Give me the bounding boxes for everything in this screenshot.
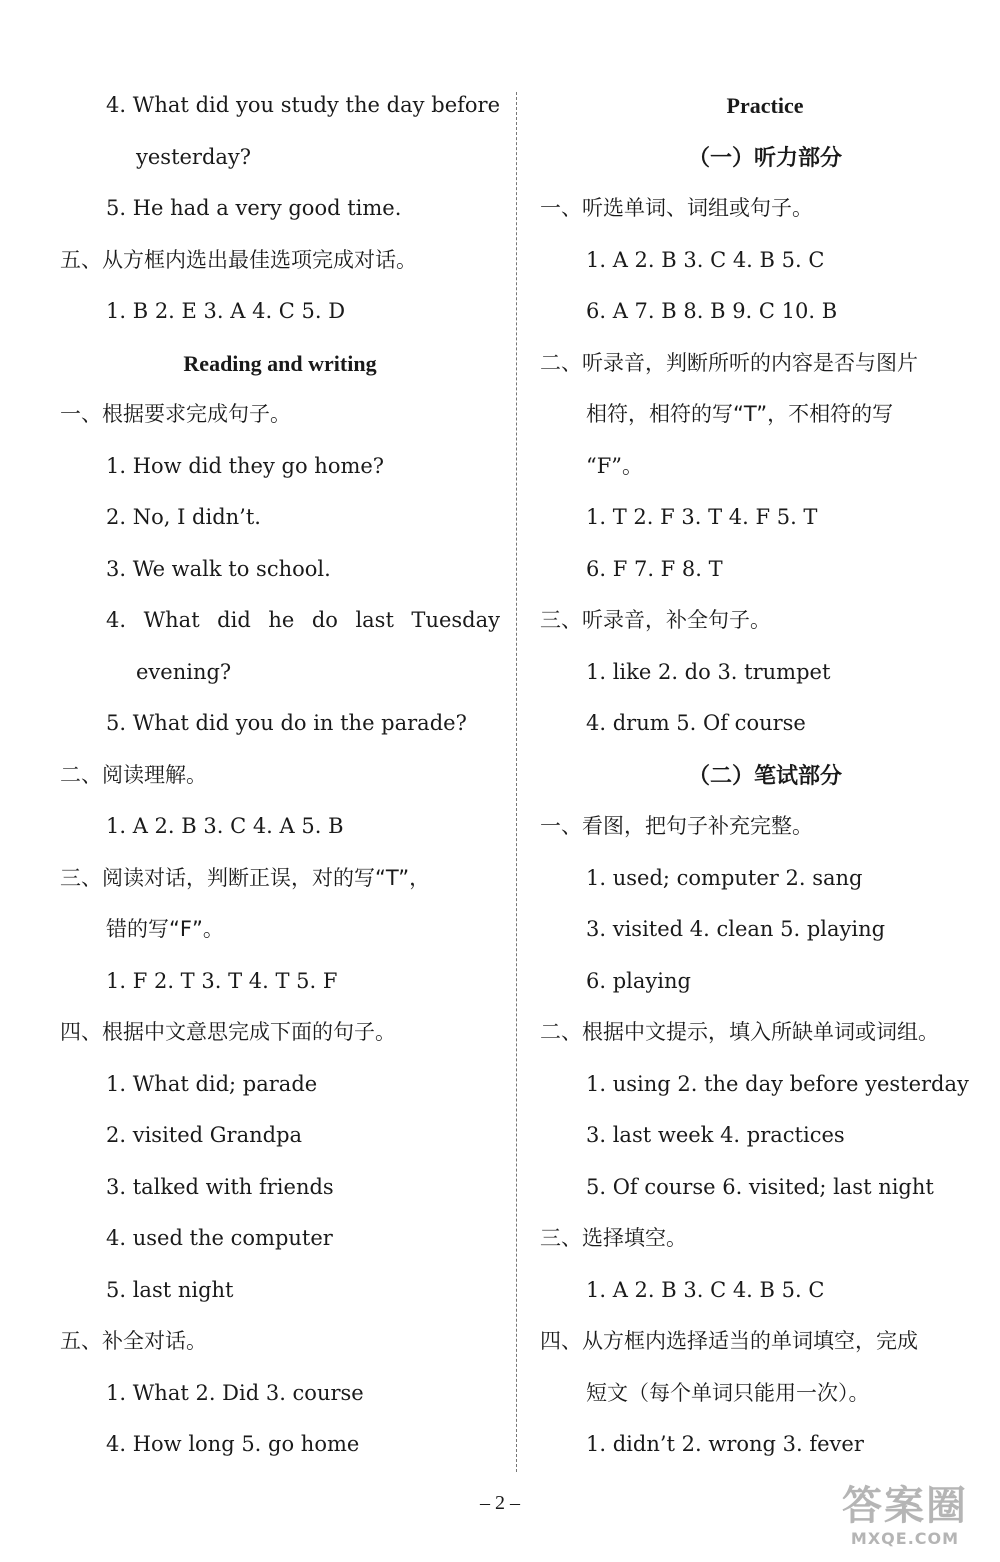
right-answer-line: 5. Of course 6. visited; last night [586,1174,934,1199]
left-answer-line: 5. last night [106,1277,234,1302]
left-answer-line: 4. used the computer [106,1226,333,1250]
right-answer-line: “F”。 [586,453,644,478]
left-question-heading: 五、补全对话。 [60,1329,207,1353]
left-answer-line: 2. No, I didn’t. [106,505,261,529]
right-answer-line: 1. A 2. B 3. C 4. B 5. C [586,247,825,272]
right-answer-line: 6. F 7. F 8. T [586,556,723,581]
right-column [540,80,990,1471]
left-answer-line: 4. What did you study the day before [106,93,500,117]
left-answer-line: 1. What did; parade [106,1071,318,1096]
right-question-heading: 一、看图，把句子补充完整。 [540,814,813,838]
left-answer-line: 5. He had a very good time. [106,196,402,220]
right-question-heading: 四、从方框内选择适当的单词填空，完成 [540,1329,918,1353]
right-question-heading: 一、听选单词、词组或句子。 [540,196,813,220]
watermark-logo [830,1483,980,1548]
right-answer-line: 1. didn’t 2. wrong 3. fever [586,1432,864,1456]
right-question-heading: 二、听录音，判断所听的内容是否与图片 [540,350,918,375]
left-answer-line: 5. What did you do in the parade? [106,711,467,735]
right-question-heading: 三、听录音，补全句子。 [540,608,771,632]
left-question-heading: 五、从方框内选出最佳选项完成对话。 [60,247,417,272]
right-answer-line: 1. A 2. B 3. C 4. B 5. C [586,1277,825,1302]
right-answer-line: 3. visited 4. clean 5. playing [586,917,886,941]
left-question-heading: 二、阅读理解。 [60,762,207,787]
right-question-heading: 三、选择填空。 [540,1226,687,1250]
left-answer-line: 3. talked with friends [106,1174,334,1199]
left-question-heading: 四、根据中文意思完成下面的句子。 [60,1020,396,1044]
right-answer-line: 1. used; computer 2. sang [586,865,863,890]
column-divider [516,92,517,1472]
left-answer-line: 4. What did he do last Tuesday [106,608,500,632]
right-answer-line: 3. last week 4. practices [586,1123,845,1147]
watermark-top-text: 答案圈 [842,1483,968,1529]
left-answer-line: 1. How did they go home? [106,453,385,478]
page-number: – 2 – [480,1492,520,1514]
left-column [60,80,500,1471]
right-answer-line: 1. like 2. do 3. trumpet [586,659,831,684]
left-question-heading: 一、根据要求完成句子。 [60,402,291,426]
left-answer-line: evening? [136,659,232,684]
right-section-heading: （一）听力部分 [687,144,842,170]
right-section-heading: （二）笔试部分 [687,762,842,788]
right-answer-line: 1. using 2. the day before yesterday [586,1071,969,1096]
left-answer-line: 4. How long 5. go home [106,1432,360,1456]
right-answer-line: 1. T 2. F 3. T 4. F 5. T [586,505,818,529]
left-section-heading: Reading and writing [183,350,377,376]
right-answer-line: 6. playing [586,968,691,993]
right-answer-line: 相符，相符的写“T”，不相符的写 [586,402,894,426]
left-question-heading: 三、阅读对话，判断正误，对的写“T”， [60,865,431,890]
left-answer-line: 2. visited Grandpa [106,1123,303,1147]
right-answer-line: 短文（每个单词只能用一次）。 [586,1380,870,1405]
left-answer-line: 3. We walk to school. [106,556,331,581]
left-answer-line: 1. A 2. B 3. C 4. A 5. B [106,814,344,838]
left-answer-line: yesterday? [136,144,252,169]
right-answer-line: 4. drum 5. Of course [586,711,806,735]
left-answer-line: 错的写“F”。 [106,917,224,941]
right-answer-line: 6. A 7. B 8. B 9. C 10. B [586,299,838,323]
left-answer-line: 1. What 2. Did 3. course [106,1380,364,1405]
left-answer-line: 1. F 2. T 3. T 4. T 5. F [106,968,338,993]
right-section-heading: Practice [726,93,804,118]
left-answer-line: 1. B 2. E 3. A 4. C 5. D [106,299,346,323]
watermark-bottom-text: MXQE.COM [850,1529,960,1548]
right-question-heading: 二、根据中文提示，填入所缺单词或词组。 [540,1020,939,1044]
